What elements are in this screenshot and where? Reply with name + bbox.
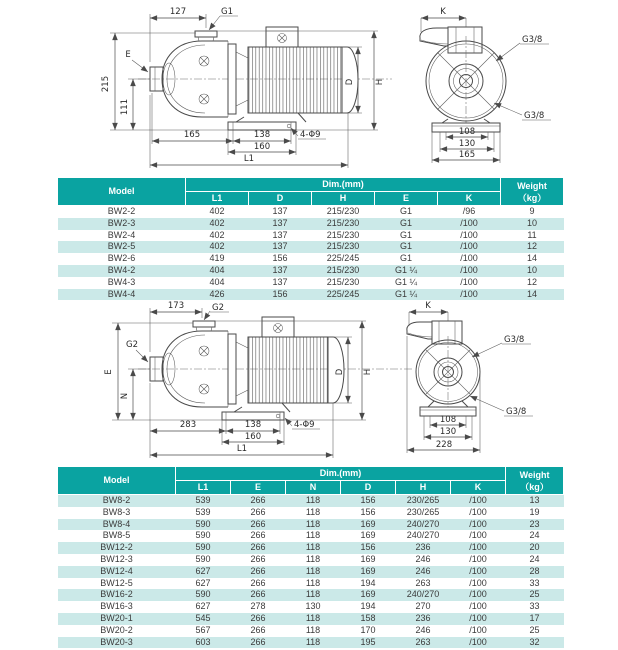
- col-header-e: E: [375, 192, 438, 206]
- value-cell: 590: [195, 553, 211, 564]
- value-cell: /100: [469, 612, 487, 623]
- port-label-g2-left: G2: [126, 340, 138, 350]
- value-cell: 169: [360, 589, 376, 600]
- top-port-housing: [432, 321, 462, 344]
- value-cell: 118: [305, 612, 321, 623]
- value-cell: 130: [305, 601, 321, 612]
- value-cell: 156: [360, 506, 376, 517]
- dim-label-d: D: [335, 368, 345, 376]
- col-header-dim-group: Dim.(mm): [186, 178, 501, 192]
- dim-label-138: 138: [253, 130, 271, 140]
- value-cell: 158: [360, 612, 376, 623]
- col-header-l1: L1: [186, 192, 249, 206]
- value-cell: /100: [469, 530, 487, 541]
- value-cell: G1 ¼: [394, 276, 417, 287]
- model-cell: BW8-5: [102, 530, 131, 541]
- value-cell: 240/270: [406, 518, 440, 529]
- value-cell: 603: [195, 636, 211, 647]
- value-cell: /100: [469, 518, 487, 529]
- model-cell: BW20-3: [100, 636, 133, 647]
- dim-label-108: 108: [458, 127, 476, 137]
- dim-label-228: 228: [435, 440, 453, 450]
- port-label-g38-bottom: G3/8: [506, 407, 527, 417]
- value-cell: /100: [469, 542, 487, 553]
- table-row: [58, 519, 564, 531]
- value-cell: 266: [250, 506, 266, 517]
- value-cell: 23: [529, 518, 540, 529]
- value-cell: 25: [529, 624, 540, 635]
- value-cell: /100: [469, 553, 487, 564]
- weight-unit: （kg）: [520, 481, 549, 492]
- value-cell: 137: [272, 229, 288, 240]
- dimension-table-2: [57, 466, 564, 648]
- port-label-g2-top: G2: [212, 303, 224, 313]
- value-cell: /100: [460, 241, 478, 252]
- value-cell: 539: [195, 506, 211, 517]
- value-cell: 156: [360, 542, 376, 553]
- dimensions-front-2: [407, 336, 480, 453]
- value-cell: 118: [305, 530, 321, 541]
- weight-label: Weight: [517, 180, 547, 191]
- model-cell: BW2-2: [107, 206, 136, 216]
- dim-label-108: 108: [439, 415, 457, 425]
- value-cell: 13: [529, 495, 540, 505]
- value-cell: 266: [250, 530, 266, 541]
- value-cell: 118: [305, 518, 321, 529]
- table-row: [58, 625, 564, 637]
- value-cell: 246: [415, 553, 431, 564]
- value-cell: 33: [529, 577, 540, 588]
- value-cell: 266: [250, 542, 266, 553]
- pump-side-view-2: [104, 301, 412, 458]
- value-cell: 590: [195, 589, 211, 600]
- value-cell: G1: [399, 206, 412, 216]
- value-cell: 590: [195, 542, 211, 553]
- value-cell: 266: [250, 553, 266, 564]
- holes-label: 4-Φ9: [300, 130, 321, 140]
- value-cell: 33: [529, 601, 540, 612]
- port-label-g38-bottom: G3/8: [524, 111, 545, 121]
- table-row: [58, 265, 564, 277]
- value-cell: 539: [195, 495, 211, 505]
- value-cell: /100: [460, 253, 478, 264]
- value-cell: 590: [195, 518, 211, 529]
- value-cell: 118: [305, 577, 321, 588]
- dim-label-n: N: [120, 392, 130, 400]
- value-cell: 246: [415, 565, 431, 576]
- value-cell: 266: [250, 589, 266, 600]
- dim-label-130: 130: [439, 427, 457, 437]
- value-cell: 567: [195, 624, 211, 635]
- value-cell: 194: [360, 577, 376, 588]
- value-cell: 118: [305, 553, 321, 564]
- pump-body-circle: [416, 336, 480, 408]
- value-cell: 266: [250, 565, 266, 576]
- table-row: [58, 241, 564, 253]
- col-header-h: H: [312, 192, 375, 206]
- value-cell: G1: [399, 229, 412, 240]
- value-cell: /100: [469, 495, 487, 505]
- value-cell: 24: [529, 553, 540, 564]
- value-cell: 118: [305, 542, 321, 553]
- col-header-model: Model: [58, 178, 186, 206]
- table-row: [58, 589, 564, 601]
- holes-label: 4-Φ9: [294, 420, 315, 430]
- value-cell: 627: [195, 601, 211, 612]
- value-cell: 230/265: [406, 495, 440, 505]
- port-label-g38-top: G3/8: [522, 35, 543, 45]
- dim-label-160: 160: [253, 142, 271, 152]
- value-cell: /100: [469, 577, 487, 588]
- model-cell: BW12-4: [100, 565, 133, 576]
- table-row: [58, 206, 564, 218]
- model-cell: BW20-2: [100, 624, 133, 635]
- value-cell: /100: [460, 229, 478, 240]
- value-cell: 118: [305, 589, 321, 600]
- value-cell: 12: [527, 241, 538, 252]
- value-cell: 627: [195, 565, 211, 576]
- value-cell: 32: [529, 636, 540, 647]
- model-cell: BW2-5: [107, 241, 136, 252]
- value-cell: 169: [360, 553, 376, 564]
- col-header-d: D: [249, 192, 312, 206]
- value-cell: /100: [469, 636, 487, 647]
- dim-label-173: 173: [167, 301, 185, 311]
- model-cell: BW16-2: [100, 589, 133, 600]
- dim-label-138: 138: [244, 420, 262, 430]
- model-cell: BW12-3: [100, 553, 133, 564]
- value-cell: 404: [209, 276, 225, 287]
- weight-label: Weight: [519, 469, 550, 480]
- value-cell: 215/230: [326, 206, 360, 216]
- motor-assembly: [228, 317, 344, 404]
- value-cell: /96: [462, 206, 476, 216]
- value-cell: 225/245: [326, 253, 360, 264]
- value-cell: 266: [250, 636, 266, 647]
- value-cell: 17: [529, 612, 540, 623]
- value-cell: 627: [195, 577, 211, 588]
- value-cell: 225/245: [326, 288, 360, 299]
- value-cell: 137: [272, 217, 288, 228]
- model-cell: BW2-4: [107, 229, 136, 240]
- port-label-g38-top: G3/8: [504, 335, 525, 345]
- table-row: [58, 566, 564, 578]
- value-cell: 28: [529, 565, 540, 576]
- weight-unit: （kg）: [517, 192, 547, 203]
- value-cell: 169: [360, 518, 376, 529]
- table-row: [58, 637, 564, 649]
- model-cell: BW16-3: [100, 601, 133, 612]
- value-cell: 240/270: [406, 530, 440, 541]
- dim-label-283: 283: [179, 420, 197, 430]
- pump-front-view-2: [407, 301, 533, 453]
- model-cell: BW4-3: [107, 276, 136, 287]
- value-cell: G1 ¼: [394, 264, 417, 275]
- col-header-h: H: [396, 481, 451, 495]
- motor-assembly: [228, 27, 358, 114]
- value-cell: 236: [415, 612, 431, 623]
- value-cell: 263: [415, 636, 431, 647]
- col-header-model: Model: [58, 467, 176, 495]
- value-cell: 266: [250, 577, 266, 588]
- value-cell: 169: [360, 565, 376, 576]
- dim-label-127: 127: [169, 7, 187, 17]
- value-cell: 402: [209, 229, 225, 240]
- value-cell: 118: [305, 624, 321, 635]
- value-cell: 246: [415, 624, 431, 635]
- discharge-port: [193, 321, 215, 331]
- table-row: [58, 554, 564, 566]
- dim-label-h: H: [375, 78, 385, 86]
- dim-label-l1: L1: [236, 444, 248, 454]
- value-cell: 137: [272, 241, 288, 252]
- value-cell: 230/265: [406, 506, 440, 517]
- value-cell: 266: [250, 495, 266, 505]
- value-cell: 419: [209, 253, 225, 264]
- col-header-d: D: [341, 481, 396, 495]
- col-header-k: K: [438, 192, 501, 206]
- value-cell: 270: [415, 601, 431, 612]
- value-cell: 545: [195, 612, 211, 623]
- dim-label-215: 215: [101, 75, 111, 93]
- dim-label-160: 160: [244, 432, 262, 442]
- col-header-e: E: [231, 481, 286, 495]
- value-cell: 266: [250, 612, 266, 623]
- table-row: [58, 289, 564, 301]
- table-row: [58, 277, 564, 289]
- value-cell: 137: [272, 264, 288, 275]
- value-cell: /100: [460, 217, 478, 228]
- table-row: [58, 218, 564, 230]
- value-cell: /100: [469, 506, 487, 517]
- value-cell: 12: [527, 276, 538, 287]
- value-cell: 402: [209, 206, 225, 216]
- value-cell: G1: [399, 241, 412, 252]
- value-cell: 404: [209, 264, 225, 275]
- drawing-set-1: [0, 0, 618, 176]
- top-port-housing: [448, 27, 482, 53]
- value-cell: /100: [469, 589, 487, 600]
- drawing-set-2: [0, 300, 618, 466]
- table-row: [58, 613, 564, 625]
- base-feet: [228, 113, 306, 130]
- table-row: [58, 495, 564, 507]
- value-cell: 215/230: [326, 241, 360, 252]
- table-row: [58, 542, 564, 554]
- dim-label-165-front: 165: [458, 150, 476, 160]
- value-cell: /100: [460, 264, 478, 275]
- model-cell: BW8-4: [102, 518, 131, 529]
- value-cell: 11: [527, 229, 537, 240]
- value-cell: 10: [527, 217, 538, 228]
- table-row: [58, 253, 564, 265]
- model-cell: BW12-2: [100, 542, 133, 553]
- table-row: [58, 578, 564, 590]
- dim-label-k: K: [440, 7, 446, 17]
- value-cell: G1: [399, 253, 412, 264]
- value-cell: 118: [305, 565, 321, 576]
- value-cell: 24: [529, 530, 540, 541]
- value-cell: 118: [305, 506, 321, 517]
- value-cell: 156: [272, 253, 288, 264]
- dim-label-e: E: [104, 369, 114, 375]
- col-header-k: K: [451, 481, 506, 495]
- dim-label-h: H: [363, 368, 373, 376]
- model-cell: BW2-6: [107, 253, 136, 264]
- value-cell: 263: [415, 577, 431, 588]
- value-cell: 426: [209, 288, 225, 299]
- value-cell: 278: [250, 601, 266, 612]
- table-row: [58, 530, 564, 542]
- value-cell: 14: [527, 288, 538, 299]
- value-cell: 240/270: [406, 589, 440, 600]
- dim-label-111: 111: [120, 98, 130, 116]
- dimension-table-1: [57, 177, 564, 300]
- col-header-weight: [506, 467, 564, 495]
- value-cell: 14: [527, 253, 538, 264]
- value-cell: 266: [250, 518, 266, 529]
- value-cell: G1: [399, 217, 412, 228]
- dim-label-d: D: [345, 78, 355, 86]
- model-cell: BW2-3: [107, 217, 136, 228]
- value-cell: 169: [360, 530, 376, 541]
- value-cell: 9: [529, 206, 535, 216]
- value-cell: G1 ¼: [394, 288, 417, 299]
- port-label-e: E: [125, 50, 131, 60]
- pump-front-view-1: [420, 7, 551, 163]
- value-cell: 156: [272, 288, 288, 299]
- col-header-n: N: [286, 481, 341, 495]
- value-cell: 156: [360, 495, 376, 505]
- value-cell: 118: [305, 495, 321, 505]
- value-cell: 137: [272, 206, 288, 216]
- dim-label-165: 165: [183, 130, 201, 140]
- table-row: [58, 230, 564, 242]
- value-cell: 10: [527, 264, 538, 275]
- col-header-l1: L1: [176, 481, 231, 495]
- value-cell: 590: [195, 530, 211, 541]
- model-cell: BW12-5: [100, 577, 133, 588]
- model-cell: BW8-2: [102, 495, 131, 505]
- model-cell: BW4-4: [107, 288, 136, 299]
- dim-label-k: K: [425, 301, 431, 311]
- col-header-weight: [501, 178, 564, 206]
- col-header-dim-group: Dim.(mm): [176, 467, 506, 481]
- value-cell: /100: [469, 601, 487, 612]
- model-cell: BW4-2: [107, 264, 136, 275]
- value-cell: 215/230: [326, 276, 360, 287]
- value-cell: 170: [360, 624, 376, 635]
- table-row: [58, 601, 564, 613]
- value-cell: 195: [360, 636, 376, 647]
- pump-side-view-1: [101, 7, 392, 168]
- value-cell: 215/230: [326, 264, 360, 275]
- value-cell: 137: [272, 276, 288, 287]
- model-cell: BW8-3: [102, 506, 131, 517]
- value-cell: 20: [529, 542, 540, 553]
- value-cell: 194: [360, 601, 376, 612]
- value-cell: 266: [250, 624, 266, 635]
- table-row: [58, 507, 564, 519]
- value-cell: 118: [305, 636, 321, 647]
- value-cell: 402: [209, 217, 225, 228]
- value-cell: 25: [529, 589, 540, 600]
- value-cell: 236: [415, 542, 431, 553]
- dim-label-l1: L1: [243, 154, 255, 164]
- value-cell: 215/230: [326, 217, 360, 228]
- value-cell: 215/230: [326, 229, 360, 240]
- value-cell: 402: [209, 241, 225, 252]
- discharge-port: [195, 31, 217, 41]
- port-label-g1: G1: [221, 7, 233, 17]
- model-cell: BW20-1: [100, 612, 133, 623]
- value-cell: /100: [460, 288, 478, 299]
- value-cell: 19: [529, 506, 540, 517]
- value-cell: /100: [469, 624, 487, 635]
- value-cell: /100: [460, 276, 478, 287]
- dim-label-130: 130: [458, 139, 476, 149]
- value-cell: /100: [469, 565, 487, 576]
